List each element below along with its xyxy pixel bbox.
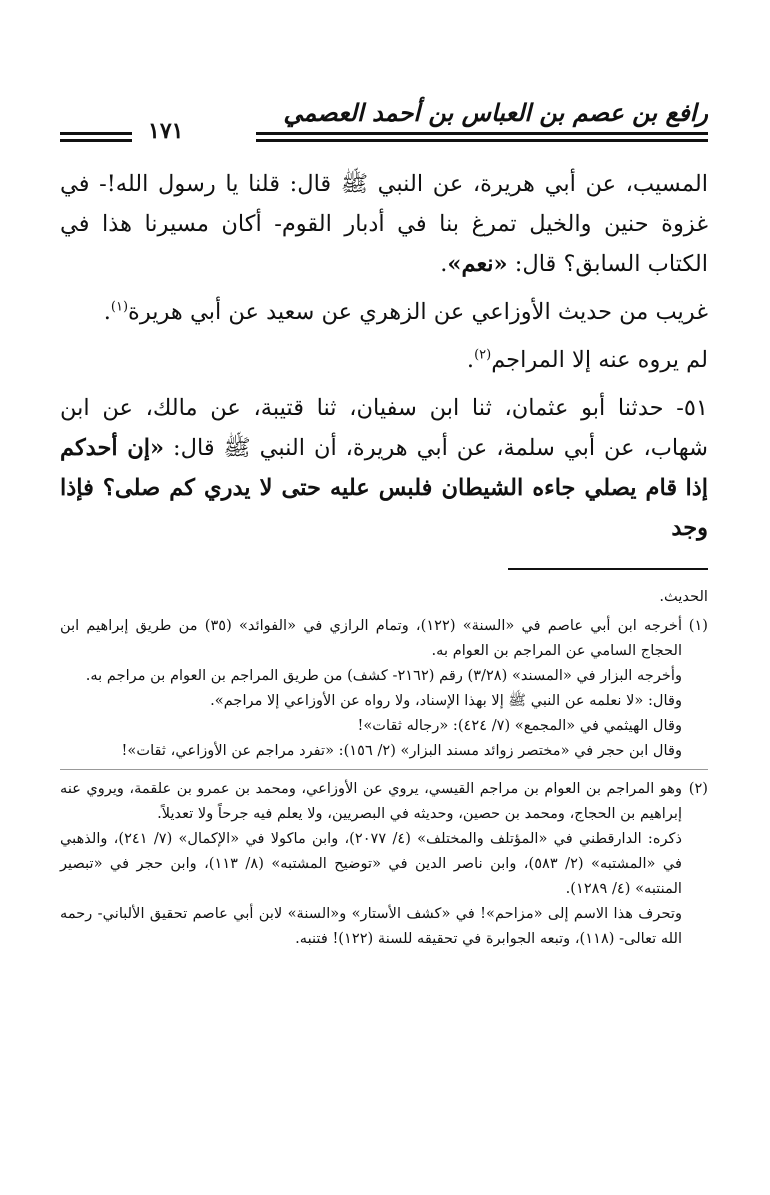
footnote-separator: [508, 568, 708, 570]
text-line: لم يروه عنه إلا المراجم: [491, 347, 708, 373]
footnote-text: ذكره: الدارقطني في «المؤتلف والمختلف» (٤/ ٢٠٧٧)، وابن ماكولا في «الإكمال» (٧/ ٢٤١)، والذهبي في «المشتبه» (٢/ ٥٨٣)، وابن ناصر الدين في «توضيح المشتبه» (٨/ ١١٣)، وابن حجر في «تبصير المنتبه» (٤/ ١٢٨٩).: [60, 830, 683, 897]
text-line: .: [440, 251, 448, 277]
text-line-bold: «إن أحدكم إذا: [60, 435, 708, 501]
footnote-text: وقال: «لا نعلمه عن النبي ﷺ إلا بهذا الإسناد، ولا رواه عن الأوزاعي إلا مراجم».: [210, 692, 682, 709]
paragraph-hadith-50: [60, 164, 708, 284]
text-line: حنين والخيل تمرغ بنا في أدبار القوم- أكان مسيرنا هذا في الكتاب السابق؟: [60, 211, 708, 277]
paragraph-narrator: [60, 340, 708, 380]
text-line: شهاب، عن أبي سلمة، عن أبي هريرة، أن النبي ﷺ قال:: [164, 435, 708, 461]
text-line-bold: قام يصلي جاءه الشيطان فلبس عليه حتى لا يدري كم صلى؟ فإذا وجد: [60, 475, 708, 541]
text-line: .: [103, 299, 111, 325]
footnote-text: أخرجه ابن أبي عاصم في «السنة» (١٢٢)، وتمام الرازي في «الفوائد» (٣٥) من طريق إبراهيم ابن الحجاج السامي عن المراجم بن العوام به.: [60, 617, 683, 659]
footnote-text: وقال ابن حجر في «مختصر زوائد مسند البزار» (٢/ ١٥٦): «تفرد مراجم عن الأوزاعي، ثقات»!: [121, 742, 682, 759]
paragraph-gharib: [60, 292, 708, 332]
text-line: ٥١- حدثنا أبو عثمان، ثنا ابن سفيان، ثنا قتيبة، عن مالك، عن ابن: [60, 395, 708, 421]
page: [60, 90, 708, 1150]
header-title: رافع بن عصم بن العباس بن أحمد العصمي: [283, 98, 708, 127]
footnote-2: [60, 776, 708, 951]
text-line-bold: «نعم»: [447, 251, 508, 277]
footnote-text: وقال الهيثمي في «المجمع» (٧/ ٤٢٤): «رجاله ثقات»!: [357, 717, 682, 734]
footnote-number-2: (٢): [688, 780, 708, 797]
footnote-1: [60, 613, 708, 763]
footnote-carryover: الحديث.: [659, 588, 708, 605]
page-number: ١٧١: [142, 118, 189, 144]
text-line: غريب من حديث الأوزاعي عن الزهري عن سعيد عن أبي هريرة: [128, 299, 708, 325]
text-line: المسيب، عن أبي هريرة، عن النبي ﷺ قال: قلنا يا رسول الله!- في غزوة: [60, 171, 708, 237]
footnote-text: وتحرف هذا الاسم إلى «مزاحم»! في «كشف الأستار» و«السنة» لابن أبي عاصم تحقيق الألباني- رحمه الله تعالى- (١١٨)، وتبعه الجوابرة في تحقيقه للسنة (١٢٢)! فتنبه.: [60, 905, 682, 947]
text-line: قال:: [507, 251, 557, 277]
main-text: [60, 164, 708, 548]
footnote-marker-2[interactable]: (٢): [474, 347, 492, 363]
footnote-text: وأخرجه البزار في «المسند» (٣/٢٨) رقم (٢١٦٢- كشف) من طريق المراجم بن العوام بن مراجم به.: [85, 667, 682, 684]
footnote-divider: [60, 769, 708, 770]
text-line: .: [466, 347, 475, 373]
footnote-marker-1[interactable]: (١): [110, 299, 129, 315]
footnotes: [60, 584, 708, 951]
paragraph-hadith-51: [60, 388, 708, 548]
header-rule-short: [60, 132, 132, 135]
header-rule: [256, 132, 708, 135]
footnote-text: وهو المراجم بن العوام بن مراجم القيسي، يروي عن الأوزاعي، ومحمد بن عمرو بن علقمة، ويروي عنه إبراهيم بن الحجاج، ومحمد بن حصين، وحديثه في البصريين، ولا يعلم فيه جرحاً ولا تعديلاً.: [60, 780, 682, 822]
footnote-number-1: (١): [688, 617, 708, 634]
running-header: [60, 90, 708, 148]
